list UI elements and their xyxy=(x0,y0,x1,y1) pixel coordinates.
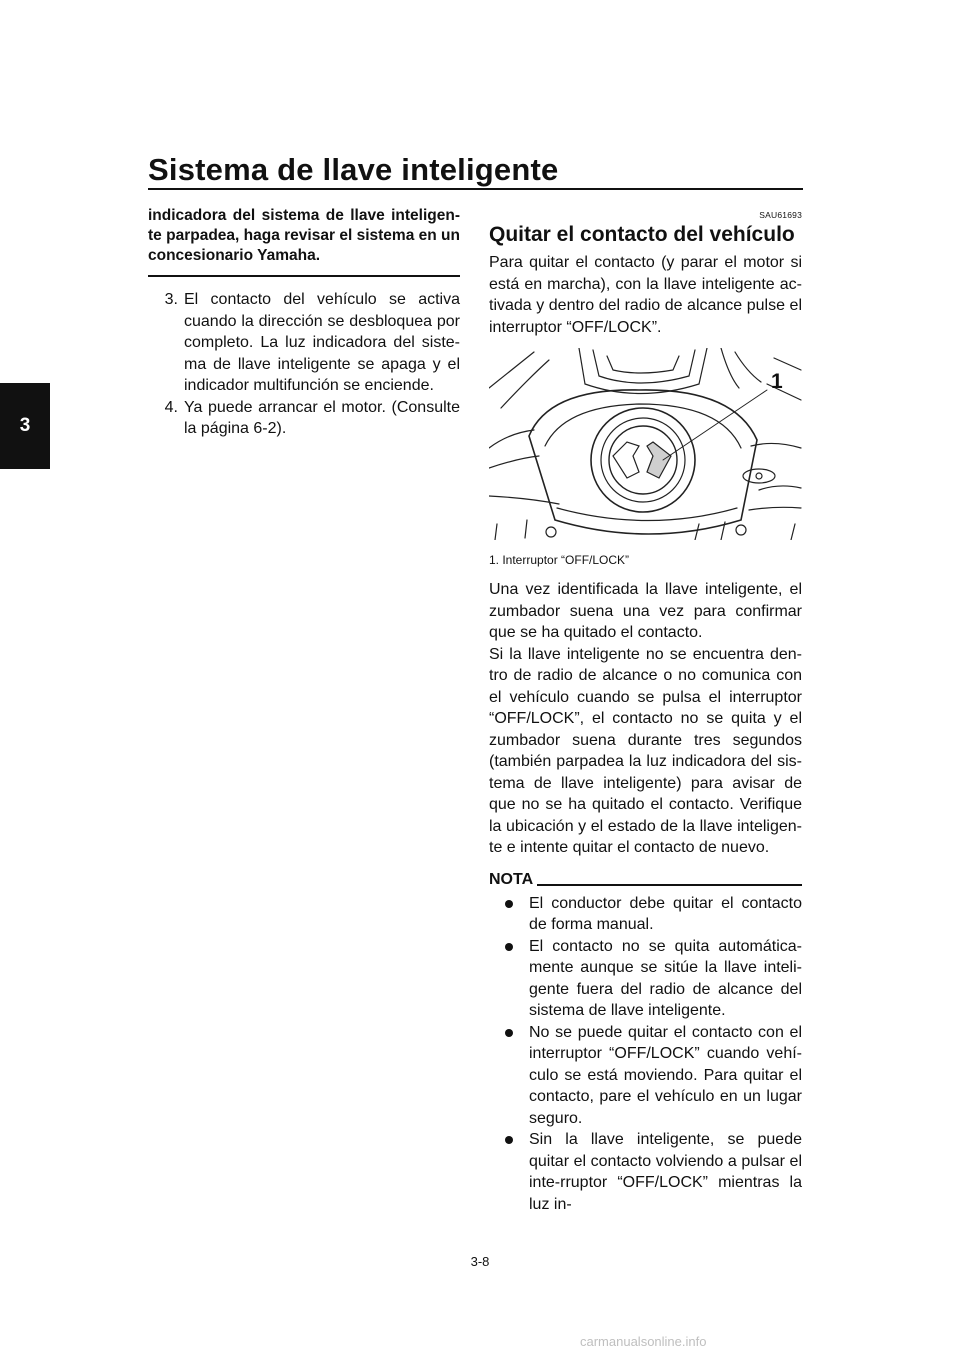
section-heading: Quitar el contacto del vehículo xyxy=(489,223,795,246)
step-text: Ya puede arrancar el motor. (Consulte la página 6-2). xyxy=(184,398,460,437)
warning-rule xyxy=(148,275,460,277)
note-item xyxy=(489,936,802,1022)
note-header xyxy=(489,871,802,889)
page-title: Sistema de llave inteligente xyxy=(148,152,559,187)
step-text: El contacto del vehículo se activa cuando la dirección se desbloquea por completo. La luz indicadora del siste-ma de llave inteligente se apaga y el indicador multifunción se enciende. xyxy=(184,291,460,394)
note-rule xyxy=(537,884,802,886)
note-item-text: Sin la llave inteligente, se puede quitar el contacto volviendo a pulsar el inte-rruptor “OFF/LOCK” mientras la luz in- xyxy=(529,1131,802,1213)
bullet-icon xyxy=(489,1022,529,1130)
bullet-icon xyxy=(489,893,529,936)
note-item xyxy=(489,1129,802,1215)
figure-caption: 1. Interruptor “OFF/LOCK” xyxy=(489,553,630,567)
step-item xyxy=(148,289,460,397)
bullet-icon xyxy=(489,1129,529,1215)
intro-paragraph: Para quitar el contacto (y parar el motor si está en marcha), con la llave inteligente ac-tivada y dentro del radio de alcance pulse el interruptor “OFF/LOCK”. xyxy=(489,254,802,336)
right-column xyxy=(489,210,802,1215)
step-number: 4. xyxy=(164,398,178,416)
body-paragraph: Una vez identificada la llave inteligente, el zumbador suena una vez para confirmar que se ha quitado el contacto. xyxy=(489,581,802,641)
chapter-tab: 3 xyxy=(0,383,50,469)
left-column xyxy=(148,206,460,440)
title-rule xyxy=(148,188,803,190)
figure-callout: 1 xyxy=(771,370,783,393)
note-label: NOTA xyxy=(489,870,534,888)
page-number: 3-8 xyxy=(470,1254,490,1269)
warning-text: indicadora del sistema de llave inteligen-te parpadea, haga revisar el sistema en un concesionario Yamaha. xyxy=(148,207,460,264)
note-item-text: No se puede quitar el contacto con el interruptor “OFF/LOCK” cuando vehí-culo se está moviendo. Para quitar el contacto, pare el vehículo en un lugar seguro. xyxy=(529,1023,802,1127)
note-item-text: El contacto no se quita automática-mente aunque se sitúe la llave inteli-gente fuera del radio de alcance del sistema de llave inteligente. xyxy=(529,937,802,1019)
section-code: SAU61693 xyxy=(759,210,802,220)
off-lock-switch-illustration xyxy=(489,348,802,540)
step-number: 3. xyxy=(164,291,178,308)
watermark: carmanualsonline.info xyxy=(580,1334,707,1349)
note-item-text: El conductor debe quitar el contacto de forma manual. xyxy=(529,894,802,933)
bullet-icon xyxy=(489,936,529,1022)
note-item xyxy=(489,1022,802,1130)
note-item xyxy=(489,893,802,936)
step-item xyxy=(148,397,460,440)
body-paragraph: Si la llave inteligente no se encuentra den-tro de radio de alcance o no comunica con el vehículo cuando se pulsa el interruptor “OFF/LOCK”, el contacto no se quita y el zumbador suena durante tres segundos (también parpadea la luz indicadora del sis-tema de llave inteligente) para avisar de que no se ha quitado el contacto. Verifique la ubicación y el estado de la llave inteligen-te e intente quitar el contacto de nuevo. xyxy=(489,645,802,856)
